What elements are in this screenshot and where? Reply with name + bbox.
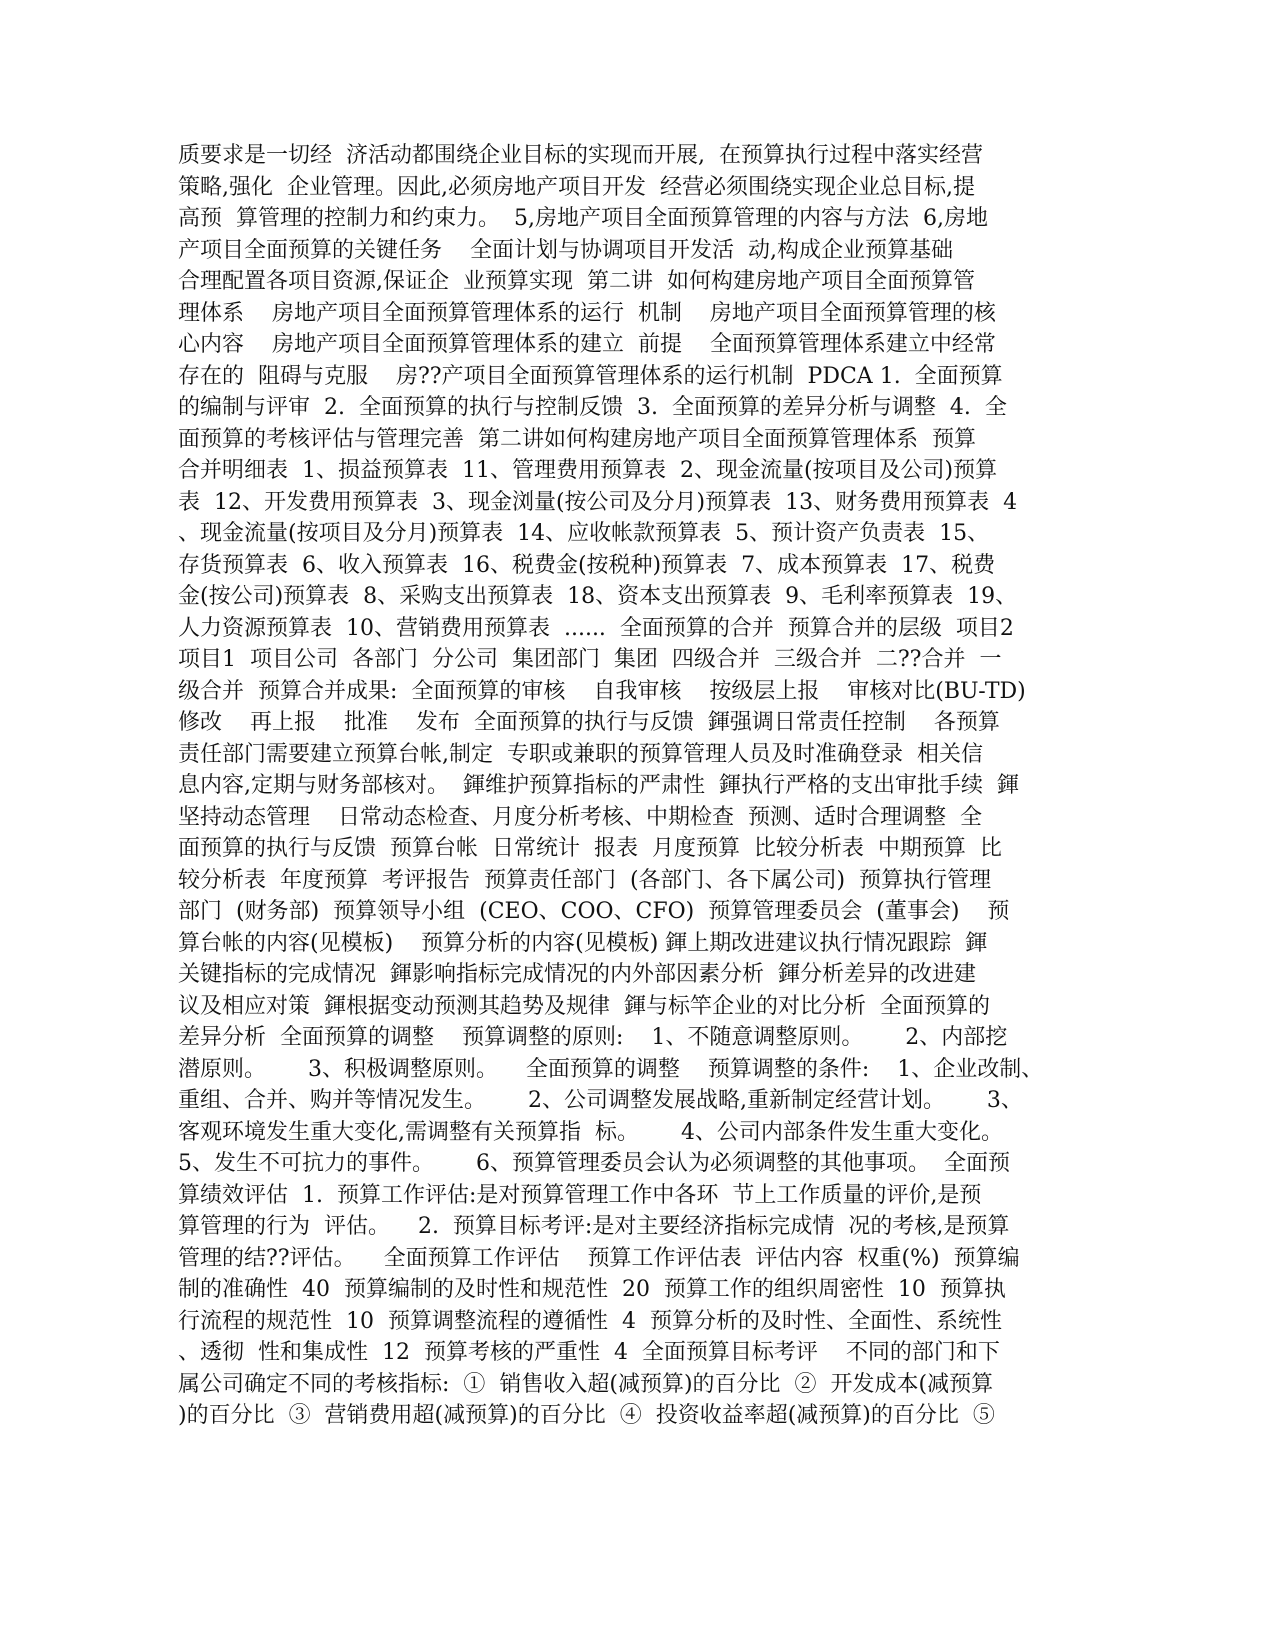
text-line: 的编制与评审 2. 全面预算的执行与控制反馈 3. 全面预算的差异分析与调整 4. 全 xyxy=(178,395,1007,420)
text-line: 潜原则。 3、积极调整原则。 全面预算的调整 预算调整的条件: 1、企业改制、 xyxy=(178,1056,1044,1082)
text-line: 面预算的考核评估与管理完善 第二讲如何构建房地产项目全面预算管理体系 预算 xyxy=(178,426,976,452)
text-line: 差异分析 全面预算的调整 预算调整的原则: 1、不随意调整原则。 2、内部挖 xyxy=(178,1025,1008,1050)
text-line: 金(按公司)预算表 8、采购支出预算表 18、资本支出预算表 9、毛利率预算表 19、 xyxy=(178,584,1018,609)
text-line: 重组、合并、购并等情况发生。 2、公司调整发展战略,重新制定经营计划。 3、 xyxy=(178,1088,1023,1113)
text-line: 、透彻 性和集成性 12 预算考核的严重性 4 全面预算目标考评 不同的部门和下 xyxy=(178,1340,1000,1365)
text-line: 质要求是一切经 济活动都围绕企业目标的实现而开展, 在预算执行过程中落实经营 xyxy=(178,143,983,168)
text-line: 级合并 预算合并成果: 全面预算的审核 自我审核 按级层上报 审核对比(BU-TD) xyxy=(178,678,1026,704)
text-line: 人力资源预算表 10、营销费用预算表 ...... 全面预算的合并 预算合并的层级 项目2 xyxy=(178,615,1014,641)
text-line: 表 12、开发费用预算表 3、现金浏量(按公司及分月)预算表 13、财务费用预算表 4 xyxy=(178,489,1018,515)
text-line: 存货预算表 6、收入预算表 16、税费金(按税种)预算表 7、成本预算表 17、税费 xyxy=(178,552,996,578)
text-line: 关键指标的完成情况 鍕影响指标完成情况的内外部因素分析 鍕分析差异的改进建 xyxy=(178,962,976,987)
document-page xyxy=(178,140,1058,1432)
text-line: 客观环境发生重大变化,需调整有关预算指 标。 4、公司内部条件发生重大变化。 xyxy=(178,1119,1003,1145)
text-line: 5、发生不可抗力的事件。 6、预算管理委员会认为必须调整的其他事项。 全面预 xyxy=(178,1151,1010,1176)
text-line: 管理的结??评估。 全面预算工作评估 预算工作评估表 评估内容 权重(%) 预算编 xyxy=(178,1245,1020,1271)
text-line: 责任部门需要建立预算台帐,制定 专职或兼职的预算管理人员及时准确登录 相关信 xyxy=(178,741,983,767)
text-line: 合理配置各项目资源,保证企 业预算实现 第二讲 如何构建房地产项目全面预算管 xyxy=(178,269,975,294)
text-line: 修改 再上报 批准 发布 全面预算的执行与反馈 鍕强调日常责任控制 各预算 xyxy=(178,710,1000,735)
text-line: 算绩效评估 1. 预算工作评估:是对预算管理工作中各环 节上工作质量的评价,是预 xyxy=(178,1182,982,1208)
text-line: 理体系 房地产项目全面预算管理体系的运行 机制 房地产项目全面预算管理的核 xyxy=(178,300,996,326)
text-line: 息内容,定期与财务部核对。 鍕维护预算指标的严肃性 鍕执行严格的支出审批手续 鍕 xyxy=(178,773,1019,798)
text-line: 高预 算管理的控制力和约束力。 5,房地产项目全面预算管理的内容与方法 6,房地 xyxy=(178,206,988,231)
text-line: 制的准确性 40 预算编制的及时性和规范性 20 预算工作的组织周密性 10 预算执 xyxy=(178,1277,1006,1302)
text-line: 坚持动态管理 日常动态检查、月度分析考核、中期检查 预测、适时合理调整 全 xyxy=(178,804,982,830)
text-line: 行流程的规范性 10 预算调整流程的遵循性 4 预算分析的及时性、全面性、系统性 xyxy=(178,1308,1002,1334)
text-line: 部门 (财务部) 预算领导小组 (CEO、COO、CFO) 预算管理委员会 (董事会) 预 xyxy=(178,899,1010,924)
text-line: 面预算的执行与反馈 预算台帐 日常统计 报表 月度预算 比较分析表 中期预算 比 xyxy=(178,836,1002,861)
text-line: 策略,强化 企业管理。因此,必须房地产项目开发 经营必须围绕实现企业总目标,提 xyxy=(178,174,975,200)
text-line: )的百分比 ③ 营销费用超(减预算)的百分比 ④ 投资收益率超(减预算)的百分比 ⑤ xyxy=(178,1403,995,1428)
text-line: 合并明细表 1、损益预算表 11、管理费用预算表 2、现金流量(按项目及公司)预算 xyxy=(178,458,998,483)
text-line: 算台帐的内容(见模板) 预算分析的内容(见模板) 鍕上期改进建议执行情况跟踪 鍕 xyxy=(178,930,988,956)
text-line: 项目1 项目公司 各部门 分公司 集团部门 集团 四级合并 三级合并 二??合并 一 xyxy=(178,647,1002,672)
text-line: 存在的 阻碍与克服 房??产项目全面预算管理体系的运行机制 PDCA 1. 全面预算 xyxy=(178,363,1003,389)
text-line: 、现金流量(按项目及分月)预算表 14、应收帐款预算表 5、预计资产负责表 15、 xyxy=(178,521,990,546)
text-line: 心内容 房地产项目全面预算管理体系的建立 前提 全面预算管理体系建立中经常 xyxy=(178,332,996,357)
text-line: 算管理的行为 评估。 2. 预算目标考评:是对主要经济指标完成情 况的考核,是预算 xyxy=(178,1214,1010,1239)
text-line: 较分析表 年度预算 考评报告 预算责任部门 (各部门、各下属公司) 预算执行管理 xyxy=(178,867,992,893)
text-line: 产项目全面预算的关键任务 全面计划与协调项目开发活 动,构成企业预算基础 xyxy=(178,237,953,263)
text-line: 议及相应对策 鍕根据变动预测其趋势及规律 鍕与标竿企业的对比分析 全面预算的 xyxy=(178,993,990,1019)
text-line: 属公司确定不同的考核指标: ① 销售收入超(减预算)的百分比 ② 开发成本(减预算 xyxy=(178,1371,994,1397)
